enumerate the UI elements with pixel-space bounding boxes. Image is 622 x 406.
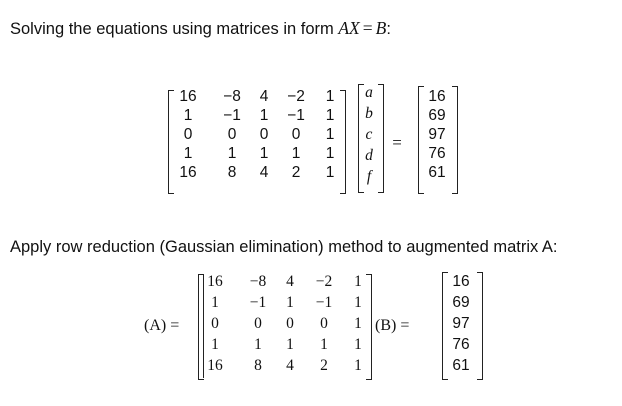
matrix1-cell: 1 <box>291 145 301 162</box>
intro-line <box>10 18 391 39</box>
math-b: B <box>375 18 387 38</box>
variable-cell: b <box>365 105 373 122</box>
matrix2-cell: 0 <box>286 315 294 332</box>
matrix1-cell: 0 <box>227 126 237 143</box>
matrix2-cell: −2 <box>315 273 333 290</box>
matrix2-cell: 16 <box>207 273 223 290</box>
matrix1-cell: 1 <box>183 107 193 124</box>
intro-text: Solving the equations using matrices in form <box>10 20 339 38</box>
matrix2-cell: −1 <box>315 294 333 311</box>
rhs2-cell: 97 <box>452 315 470 332</box>
matrix1-cell: 1 <box>325 88 335 105</box>
matrix2-cell: 1 <box>354 315 362 332</box>
matrix1-cell: 1 <box>259 107 269 124</box>
matrix2-cell: 1 <box>286 294 294 311</box>
matrix2-cell: 1 <box>211 294 219 311</box>
matrix1-cell: 16 <box>179 88 197 105</box>
equation1-equals: = <box>392 133 402 152</box>
matrix2-cell: 16 <box>207 357 223 374</box>
math-equals: = <box>362 18 373 38</box>
matrix1-cell: 1 <box>227 145 237 162</box>
matrix2-cell: 1 <box>354 273 362 290</box>
matrix2-cell: −8 <box>249 273 267 290</box>
label-b: (B) = <box>375 317 410 334</box>
matrix1-cell: −8 <box>223 88 241 105</box>
matrix1-cell: 4 <box>259 164 269 181</box>
rhs1-cell: 69 <box>428 107 446 124</box>
matrix1-cell: 1 <box>325 164 335 181</box>
matrix2-cell: 1 <box>211 336 219 353</box>
rhs1-cell: 16 <box>428 88 446 105</box>
matrix1-cell: −1 <box>287 107 305 124</box>
matrix2-cell: 1 <box>286 336 294 353</box>
vars-right-bracket <box>378 84 384 193</box>
rhs1-cell: 76 <box>428 145 446 162</box>
label-a: (A) = <box>144 317 180 334</box>
matrix2-cell: 0 <box>320 315 328 332</box>
matrix2-cell: 4 <box>286 273 294 290</box>
matrix1-cell: −2 <box>287 88 305 105</box>
rhs1-cell: 97 <box>428 126 446 143</box>
rhs2-cell: 76 <box>452 336 470 353</box>
variable-cell: a <box>365 84 373 101</box>
step-line: Apply row reduction (Gaussian elimination) method to augmented matrix A: <box>10 238 558 256</box>
rhs2-cell: 16 <box>452 273 470 290</box>
matrix2-cell: 1 <box>354 294 362 311</box>
matrix1-cell: −1 <box>223 107 241 124</box>
matrix1-cell: 1 <box>325 126 335 143</box>
matrix2-cell: 4 <box>286 357 294 374</box>
matrix1-cell: 4 <box>259 88 269 105</box>
matrix2-cell: 0 <box>211 315 219 332</box>
rhs2-cell: 69 <box>452 294 470 311</box>
matrix2-cell: 1 <box>354 357 362 374</box>
matrix1-cell: 1 <box>325 145 335 162</box>
variable-cell: c <box>365 126 373 143</box>
matrix2-cell: 2 <box>320 357 328 374</box>
matrix1-cell: 8 <box>227 164 237 181</box>
matrix1-cell: 1 <box>325 107 335 124</box>
matrix1-cell: 0 <box>259 126 269 143</box>
matrix1-cell: 1 <box>183 145 193 162</box>
matrix2-cell: 1 <box>254 336 262 353</box>
variable-cell: d <box>365 147 373 164</box>
matrix2-cell: 1 <box>354 336 362 353</box>
matrix1-cell: 0 <box>183 126 193 143</box>
matrix1-cell: 0 <box>291 126 301 143</box>
variable-cell: f <box>366 168 372 185</box>
matrix1-cell: 16 <box>179 164 197 181</box>
rhs1-cell: 61 <box>428 164 446 181</box>
matrix1-cell: 1 <box>259 145 269 162</box>
rhs2-cell: 61 <box>452 357 470 374</box>
matrix2-cell: 0 <box>254 315 262 332</box>
matrix2-cell: 8 <box>254 357 262 374</box>
matrix1-cell: 2 <box>291 164 301 181</box>
matrix2-cell: −1 <box>249 294 267 311</box>
matrix2-cell: 1 <box>320 336 328 353</box>
intro-colon: : <box>386 20 391 38</box>
math-ax: AX <box>338 18 360 38</box>
